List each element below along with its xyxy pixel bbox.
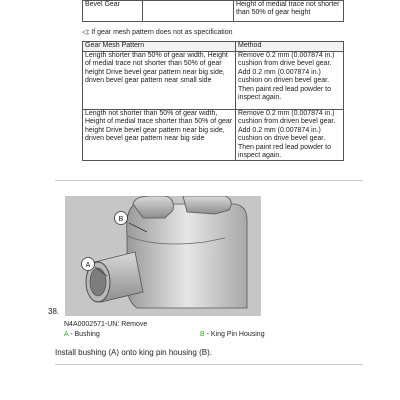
- legend-text: - King Pin Housing: [204, 331, 265, 338]
- table-header-row: [83, 42, 344, 52]
- figure-id: N4A0002571-UN: Remove: [64, 321, 148, 328]
- callout-a: A: [85, 262, 91, 269]
- section-divider: [55, 180, 363, 181]
- legend-letter: A: [64, 331, 69, 338]
- callout-b: B: [118, 216, 124, 223]
- spec-note: ◁: If gear mesh pattern does not as specification: [82, 29, 233, 36]
- legend-text: - Bushing: [68, 331, 100, 338]
- legend-letter: B: [200, 331, 205, 338]
- pattern-cell: Length shorter than 50% of gear width, Height of medial trace not shorter than 50% of gear height Drive bevel gear pattern near big side, driven bevel gear pattern near small side: [83, 52, 236, 110]
- column-header-method: Method: [236, 42, 344, 52]
- table-row: [83, 1, 344, 22]
- table-cell: Bevel Gear: [83, 1, 143, 22]
- method-cell: Remove 0.2 mm (0.007874 in.) cushion from drive bevel gear. Add 0.2 mm (0.007874 in.) cushion on driven bevel gear. Then paint red lead powder to inspect again.: [236, 52, 344, 110]
- gear-mesh-table: [82, 41, 344, 161]
- table-cell: [143, 1, 234, 22]
- method-cell: Remove 0.2 mm (0.007874 in.) cushion from driven bevel gear. Add 0.2 mm (0.007874 in.) cushion on drive bevel gear. Then paint red lead powder to inspect again.: [236, 110, 344, 161]
- top-spec-table: [82, 0, 344, 22]
- table-row: [83, 52, 344, 110]
- legend-item: [64, 331, 100, 338]
- table-row: [83, 110, 344, 161]
- step-instruction: Install bushing (A) onto king pin housing (B).: [55, 348, 212, 357]
- step-number: 38.: [48, 307, 60, 316]
- table-cell: Height of medial trace not shorter than 50% of gear height: [234, 1, 344, 22]
- column-header-pattern: Gear Mesh Pattern: [83, 42, 236, 52]
- legend-item: [200, 331, 265, 338]
- section-divider: [55, 364, 363, 365]
- king-pin-housing-illustration: [65, 196, 261, 316]
- step-figure: [65, 196, 261, 316]
- pattern-cell: Length not shorter than 50% of gear width, Height of medial trace shorter than 50% of gear height Drive bevel gear pattern near big side, driven bevel gear pattern near big side: [83, 110, 236, 161]
